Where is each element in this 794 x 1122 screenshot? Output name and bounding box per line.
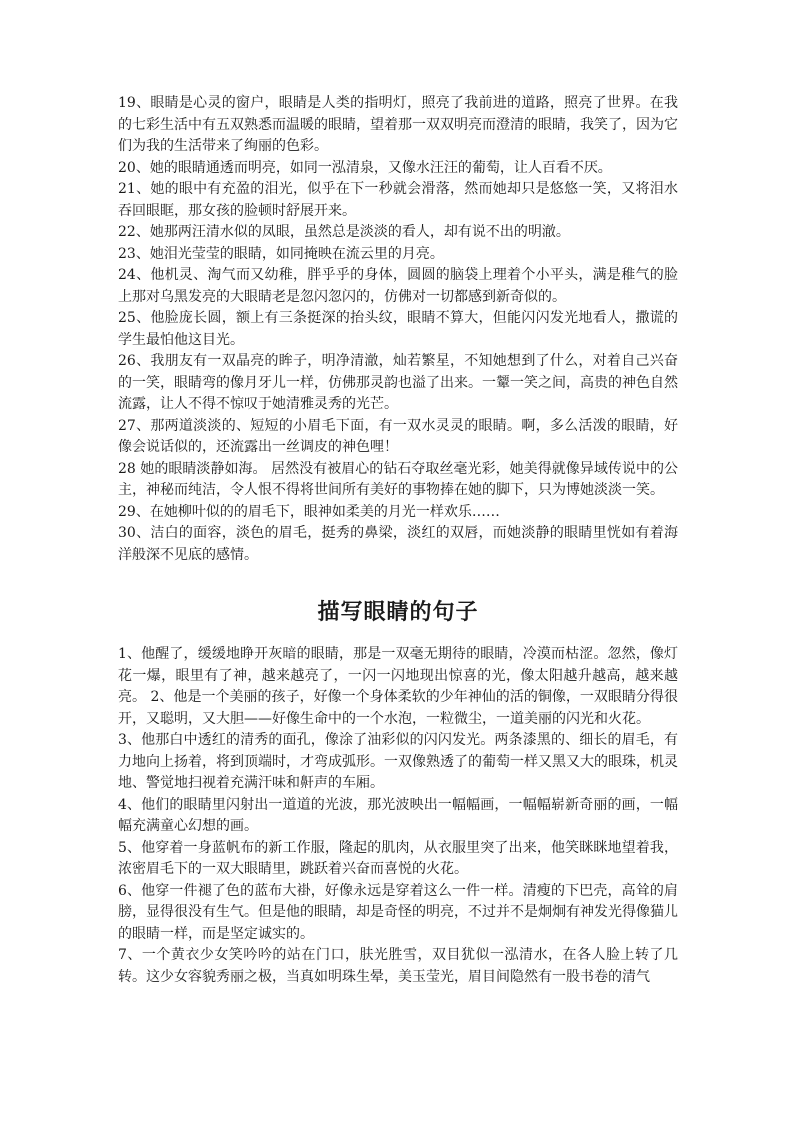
paragraph-19: 19、眼睛是心灵的窗户，眼睛是人类的指明灯，照亮了我前进的道路，照亮了世界。在我的七彩生活中有五双熟悉而温暖的眼睛，望着那一双双明亮而澄清的眼睛，我笑了，因为它们为我的生活带来了绚丽的色彩。 <box>118 95 678 154</box>
paragraph-3: 3、他那白中透红的清秀的面孔，像涂了油彩似的闪闪发光。两条漆黑的、细长的眉毛，有力地向上扬着，将到顶端时，才弯成弧形。一双像熟透了的葡萄一样又黑又大的眼珠，机灵地、警觉地扫视着充满汗味和鼾声的车厢。 <box>118 732 678 791</box>
paragraph-25: 25、他脸庞长圆，额上有三条挺深的抬头纹，眼睛不算大，但能闪闪发光地看人，撒谎的学生最怕他这目光。 <box>118 310 678 348</box>
paragraph-28: 28 她的眼睛淡静如海。 居然没有被眉心的钻石夺取丝毫光彩，她美得就像异域传说中的公主，神秘而纯洁，令人恨不得将世间所有美好的事物捧在她的脚下，只为博她淡淡一笑。 <box>118 460 678 498</box>
paragraph-4: 4、他们的眼睛里闪射出一道道的光波，那光波映出一幅幅画，一幅幅崭新奇丽的画，一幅幅充满童心幻想的画。 <box>118 796 678 834</box>
paragraph-30: 30、洁白的面容，淡色的眉毛，挺秀的鼻梁，淡红的双唇，而她淡静的眼睛里恍如有着海洋般深不见底的感情。 <box>118 525 678 563</box>
paragraph-29: 29、在她柳叶似的的眉毛下，眼神如柔美的月光一样欢乐…… <box>118 503 500 520</box>
paragraph-5: 5、他穿着一身蓝帆布的新工作服，隆起的肌肉，从衣服里突了出来，他笑眯眯地望着我，浓密眉毛下的一双大眼睛里，跳跃着兴奋而喜悦的火花。 <box>118 839 678 877</box>
paragraph-7: 7、一个黄衣少女笑吟吟的站在门口，肤光胜雪，双目犹似一泓清水，在各人脸上转了几转。这少女容貌秀丽之极，当真如明珠生晕，美玉莹光，眉目间隐然有一股书卷的清气 <box>118 947 678 985</box>
paragraph-24: 24、他机灵、淘气而又幼稚，胖乎乎的身体，圆圆的脑袋上理着个小平头，满是稚气的脸上那对乌黑发亮的大眼睛老是忽闪忽闪的，仿佛对一切都感到新奇似的。 <box>118 267 678 305</box>
section-title: 描写眼睛的句子 <box>317 600 479 625</box>
section-one <box>118 93 678 566</box>
paragraph-23: 23、她泪光莹莹的眼睛，如同掩映在流云里的月亮。 <box>118 245 444 262</box>
paragraph-20: 20、她的眼睛通透而明亮，如同一泓清泉，又像水汪汪的葡萄，让人百看不厌。 <box>118 159 612 176</box>
paragraph-6: 6、他穿一件褪了色的蓝布大褂，好像永远是穿着这么一件一样。清瘦的下巴壳，高耸的肩膀，显得很没有生气。但是他的眼睛，却是奇怪的明亮，不过并不是炯炯有神发光得像猫儿的眼睛一样，而是坚定诚实的。 <box>118 882 678 942</box>
paragraph-27: 27、那两道淡淡的、短短的小眉毛下面，有一双水灵灵的眼睛。啊，多么活泼的眼睛，好像会说话似的，还流露出一丝调皮的神色哩！ <box>118 417 678 455</box>
document-page <box>118 93 678 988</box>
paragraph-22: 22、她那两汪清水似的凤眼，虽然总是淡淡的看人，却有说不出的明澈。 <box>118 224 570 240</box>
paragraph-1-2: 1、他醒了，缓缓地睁开灰暗的眼睛，那是一双毫无期待的眼睛，冷漠而枯涩。忽然，像灯花一爆，眼里有了神，越来越亮了，一闪一闪地现出惊喜的光，像太阳越升越高，越来越亮。 2、他是一个美丽的孩子，好像一个身体柔软的少年神仙的活的铜像，一双眼睛分得很开，又聪明，又大胆——好像生命中的一个水泡，一粒微尘，一道美丽的闪光和火花。 <box>118 646 678 727</box>
paragraph-26: 26、我朋友有一双晶亮的眸子，明净清澈，灿若繁星，不知她想到了什么，对着自己兴奋的一笑，眼睛弯的像月牙儿一样，仿佛那灵韵也溢了出来。一颦一笑之间，高贵的神色自然流露，让人不得不惊叹于她清雅灵秀的光芒。 <box>118 353 678 412</box>
paragraph-21: 21、她的眼中有充盈的泪光，似乎在下一秒就会滑落，然而她却只是悠悠一笑，又将泪水吞回眼眶，那女孩的脸顿时舒展开来。 <box>118 181 678 219</box>
section-two <box>118 644 678 988</box>
